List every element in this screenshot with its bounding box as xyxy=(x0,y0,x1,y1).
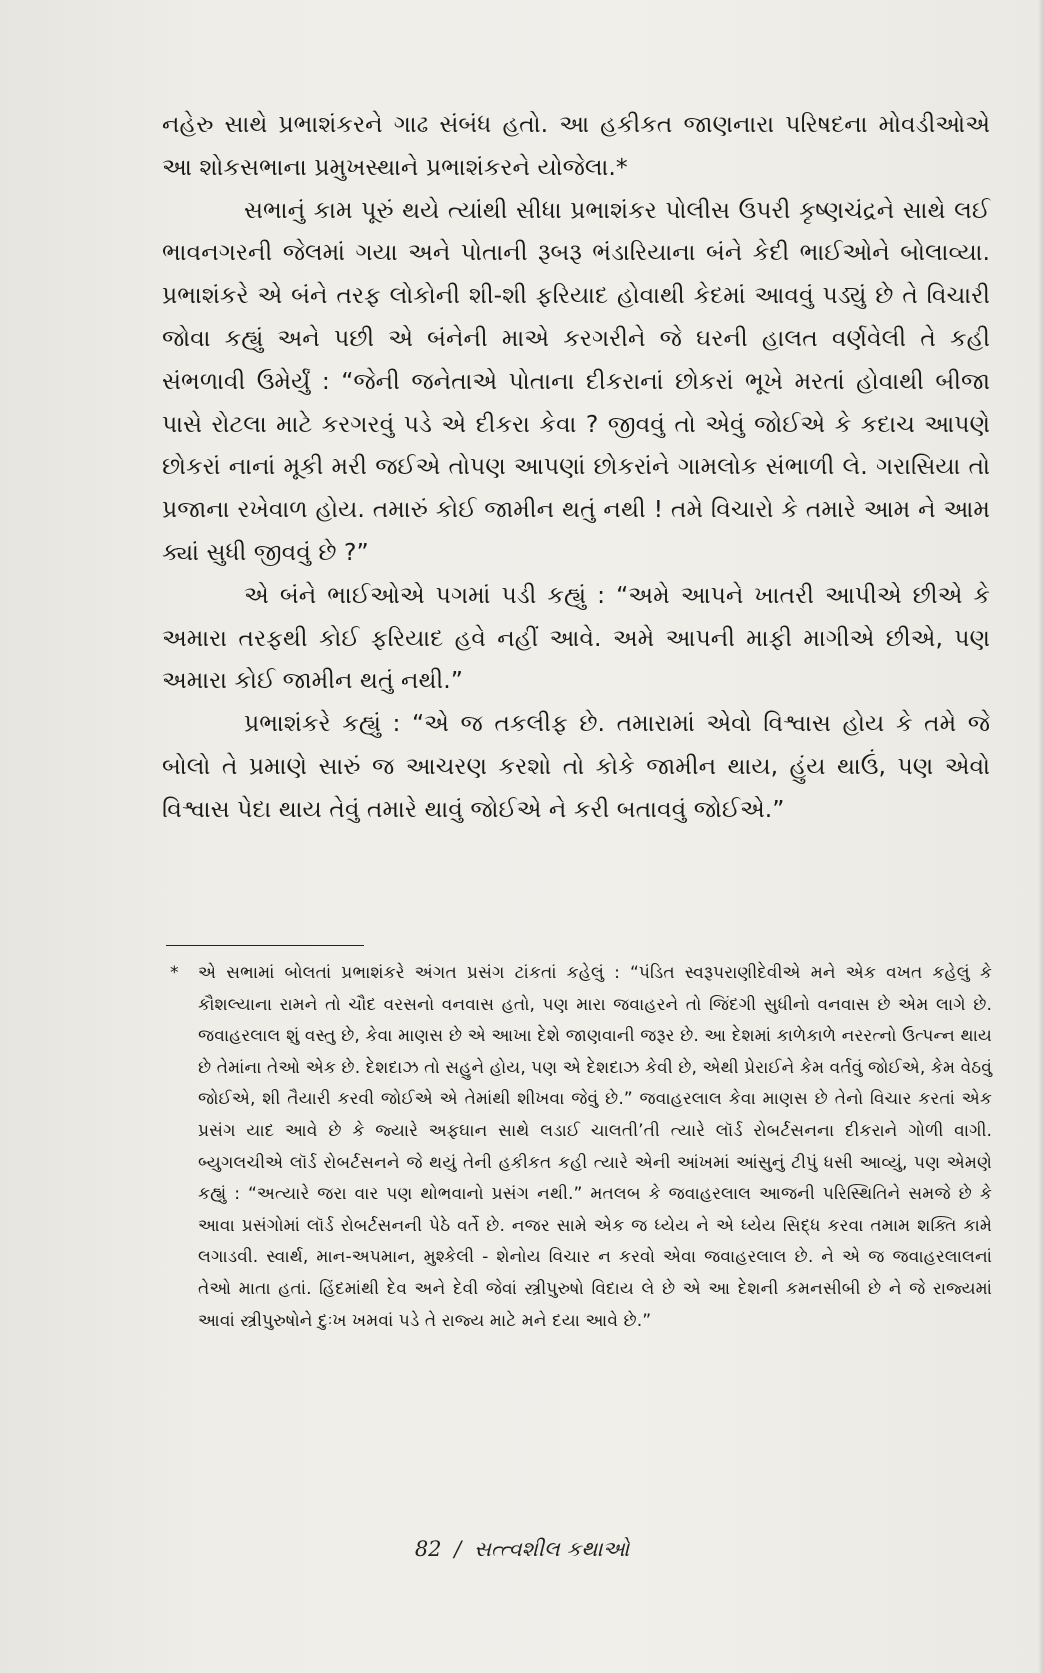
footnote-text: એ સભામાં બોલતાં પ્રભાશંકરે અંગત પ્રસંગ ટાંકતાં કહેલું : “પંડિત સ્વરૂપરાણીદેવીએ મને એક વખત કહેલું કે કૌશલ્યાના રામને તો ચૌદ વરસનો વનવાસ હતો, પણ મારા જવાહરને તો જિંદગી સુધીનો વનવાસ છે એમ લાગે છે. જવાહરલાલ શું વસ્તુ છે, કેવા માણસ છે એ આખા દેશે જાણવાની જરૂર છે. આ દેશમાં કાળેકાળે નરરત્નો ઉત્પન્ન થાય છે તેમાંના તેઓ એક છે. દેશદાઝ તો સહુને હોય, પણ એ દેશદાઝ કેવી છે, એથી પ્રેરાઈને કેમ વર્તવું જોઈએ, કેમ વેઠવું જોઈએ, શી તૈયારી કરવી જોઈએ એ તેમાંથી શીખવા જેવું છે.” જવાહરલાલ કેવા માણસ છે તેનો વિચાર કરતાં એક પ્રસંગ યાદ આવે છે કે જ્યારે અફઘાન સાથે લડાઈ ચાલતી’તી ત્યારે લૉર્ડ રોબર્ટસનના દીકરાને ગોળી વાગી. બ્યુગલચીએ લૉર્ડ રોબર્ટસનને જે થયું તેની હકીકત કહી ત્યારે એની આંખમાં આંસુનું ટીપું ધસી આવ્યું, પણ એમણે કહ્યું : “અત્યારે જરા વાર પણ થોભવાનો પ્રસંગ નથી.” મતલબ કે જવાહરલાલ આજની પરિસ્થિતિને સમજે છે કે આવા પ્રસંગોમાં લૉર્ડ રોબર્ટસનની પેઠે વર્તે છે. નજર સામે એક જ ધ્યેય ને એ ધ્યેય સિદ્ધ કરવા તમામ શક્તિ કામે લગાડવી. સ્વાર્થ, માન-અપમાન, મુશ્કેલી - શેનોય વિચાર ન કરવો એવા જવાહરલાલ છે. ને એ જ જવાહરલાલનાં તેઓ માતા હતાં. હિંદમાંથી દેવ અને દેવી જેવાં સ્ત્રીપુરુષો વિદાય લે છે એ આ દેશની કમનસીબી છે ને જે રાજ્યમાં આવાં સ્ત્રીપુરુષોને દુઃખ ખમવાં પડે તે રાજ્ય માટે મને દયા આવે છે.” xyxy=(198,963,992,1331)
paragraph-3: એ બંને ભાઈઓએ પગમાં પડી કહ્યું : “અમે આપને ખાતરી આપીએ છીએ કે અમારા તરફથી કોઈ ફરિયાદ હવે નહીં આવે. અમે આપની માફી માગીએ છીએ, પણ અમારા કોઈ જામીન થતું નથી.” xyxy=(162,580,990,695)
footnote xyxy=(170,958,992,1337)
page-number: 82 xyxy=(414,1537,442,1561)
paragraph-2: સભાનું કામ પૂરું થયે ત્યાંથી સીધા પ્રભાશંકર પોલીસ ઉપરી કૃષ્ણચંદ્રને સાથે લઈ ભાવનગરની જેલમાં ગયા અને પોતાની રૂબરૂ ભંડારિયાના બંને કેદી ભાઈઓને બોલાવ્યા. પ્રભાશંકરે એ બંને તરફ લોકોની શી-શી ફરિયાદ હોવાથી કેદમાં આવવું પડ્યું છે તે વિચારી જોવા કહ્યું અને પછી એ બંનેની માએ કરગરીને જે ઘરની હાલત વર્ણવેલી તે કહી સંભળાવી ઉમેર્યું : “જેની જનેતાએ પોતાના દીકરાનાં છોકરાં ભૂખે મરતાં હોવાથી બીજા પાસે રોટલા માટે કરગરવું પડે એ દીકરા કેવા ? જીવવું તો એવું જોઈએ કે કદાચ આપણે છોકરાં નાનાં મૂકી મરી જઈએ તોપણ આપણાં છોકરાંને ગામલોક સંભાળી લે. ગરાસિયા તો પ્રજાના રખેવાળ હોય. તમારું કોઈ જામીન થતું નથી ! તમે વિચારો કે તમારે આમ ને આમ ક્યાં સુધી જીવવું છે ?” xyxy=(162,195,990,566)
page-edge-shadow xyxy=(1038,0,1044,1673)
body-text xyxy=(162,103,990,831)
paragraph-1: નહેરુ સાથે પ્રભાશંકરને ગાઢ સંબંધ હતો. આ હકીકત જાણનારા પરિષદના મોવડીઓએ આ શોકસભાના પ્રમુખસ્થાને પ્રભાશંકરને યોજેલા.* xyxy=(162,110,990,181)
book-title: સત્ત્વશીલ કથાઓ xyxy=(474,1537,630,1561)
footer-separator: / xyxy=(454,1537,462,1561)
footnote-mark: * xyxy=(170,963,179,983)
footnote-divider xyxy=(166,945,364,946)
page-footer xyxy=(0,1537,1044,1562)
paragraph-4: પ્રભાશંકરે કહ્યું : “એ જ તકલીફ છે. તમારામાં એવો વિશ્વાસ હોય કે તમે જે બોલો તે પ્રમાણે સારું જ આચરણ કરશો તો કોકે જામીન થાય, હુંય થાઉં, પણ એવો વિશ્વાસ પેદા થાય તેવું તમારે થાવું જોઈએ ને કરી બતાવવું જોઈએ.” xyxy=(162,709,990,823)
